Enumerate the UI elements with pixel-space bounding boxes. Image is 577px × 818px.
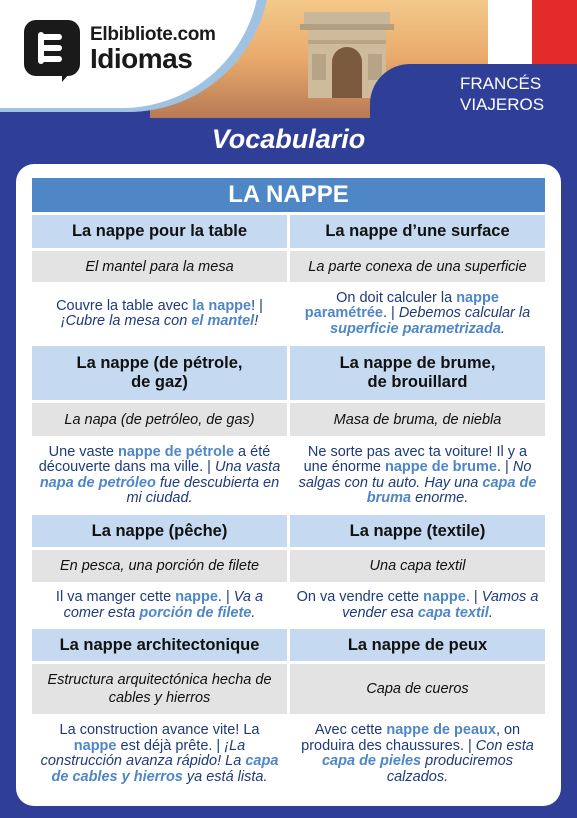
translation-cell: Una capa textil: [290, 550, 545, 582]
term-row: [32, 629, 545, 661]
page-title: Vocabulario: [211, 124, 366, 154]
translation-row: [32, 664, 545, 714]
term-cell: La nappe d’une surface: [290, 215, 545, 248]
translation-row: [32, 403, 545, 436]
logo-speech-tail: [62, 66, 76, 82]
term-cell: La nappe de peux: [290, 629, 545, 661]
term-row: [32, 215, 545, 248]
example-cell: Il va manger cette nappe. | Va a comer esta porción de filete.: [32, 582, 287, 629]
term-cell: La nappe (de pétrole, de gaz): [32, 346, 287, 400]
example-cell: Ne sorte pas avec ta voiture! Il y a une énorme nappe de brume. | No salgas con tu auto. Hay una capa de bruma enorme.: [290, 436, 545, 515]
vocabulary-table: [32, 178, 545, 794]
translation-cell: El mantel para la mesa: [32, 251, 287, 282]
example-row: [32, 282, 545, 346]
example-cell: La construction avance vite! La nappe est déjà prête. | ¡La construcción avanza rápido! La capa de cables y hierros ya está lista.: [32, 714, 287, 794]
term-cell: La nappe pour la table: [32, 215, 287, 248]
table-heading: LA NAPPE: [32, 178, 545, 215]
header-banner: [0, 0, 577, 118]
example-row: [32, 714, 545, 794]
example-cell: On va vendre cette nappe. | Vamos a vender esa capa textil.: [290, 582, 545, 629]
example-cell: Avec cette nappe de peaux, on produira des chaussures. | Con esta capa de pieles produciremos calzados.: [290, 714, 545, 794]
example-cell: Une vaste nappe de pétrole a été découverte dans ma ville. | Una vasta napa de petróleo fue descubierta en mi ciudad.: [32, 436, 287, 515]
term-cell: La nappe de brume, de brouillard: [290, 346, 545, 400]
translation-cell: La parte conexa de una superficie: [290, 251, 545, 282]
example-cell: On doit calculer la nappe paramétrée. | Debemos calcular la superficie parametrizada.: [290, 282, 545, 346]
translation-cell: En pesca, una porción de filete: [32, 550, 287, 582]
category-tag-language: FRANCÉS: [460, 74, 542, 93]
translation-row: [32, 251, 545, 282]
term-cell: La nappe architectonique: [32, 629, 287, 661]
category-tag-audience: VIAJEROS: [460, 95, 545, 114]
term-row: [32, 346, 545, 400]
term-cell: La nappe (textile): [290, 515, 545, 547]
translation-cell: Capa de cueros: [290, 664, 545, 714]
translation-row: [32, 550, 545, 582]
translation-cell: Estructura arquitectónica hecha de cables y hierros: [32, 664, 287, 714]
example-row: [32, 582, 545, 629]
term-row: [32, 515, 545, 547]
brand-name: Idiomas: [90, 43, 193, 74]
translation-cell: La napa (de petróleo, de gas): [32, 403, 287, 436]
example-row: [32, 436, 545, 515]
translation-cell: Masa de bruma, de niebla: [290, 403, 545, 436]
term-cell: La nappe (pêche): [32, 515, 287, 547]
example-cell: Couvre la table avec la nappe! | ¡Cubre la mesa con el mantel!: [32, 282, 287, 346]
brand-site: Elbibliote.com: [90, 24, 216, 45]
